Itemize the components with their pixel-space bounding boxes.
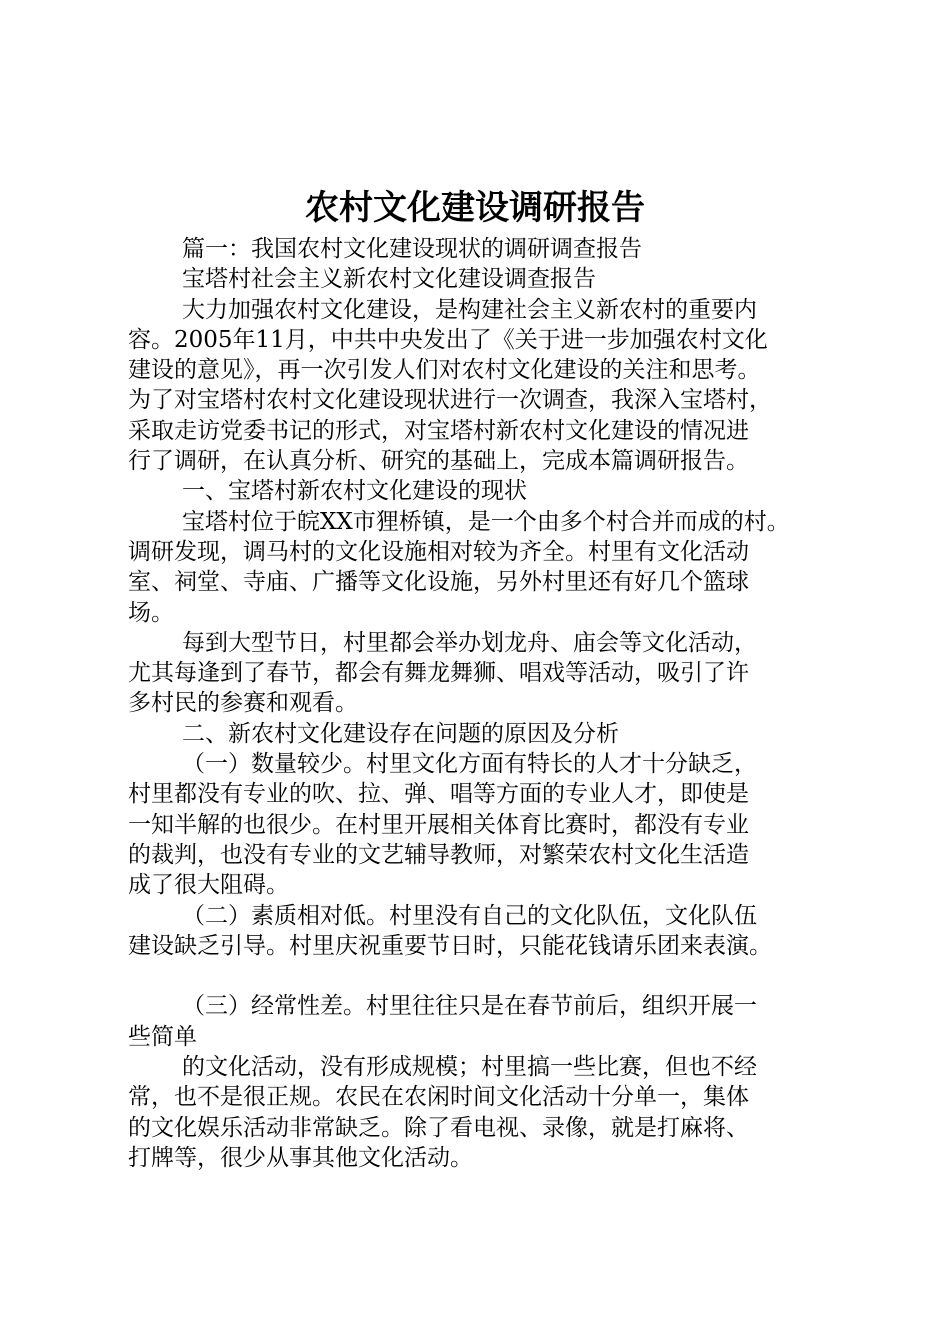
text-line: 行了调研，在认真分析、研究的基础上，完成本篇调研报告。 <box>128 448 749 475</box>
text-line: 的裁判，也没有专业的文艺辅导教师，对繁荣农村文化生活造 <box>128 841 749 868</box>
text-line: 调研发现，调马村的文化设施相对较为齐全。村里有文化活动 <box>128 538 749 565</box>
text-line: 采取走访党委书记的形式，对宝塔村新农村文化建设的情况进 <box>128 417 749 444</box>
text-line: 室、祠堂、寺庙、广播等文化设施，另外村里还有好几个篮球 <box>128 569 749 596</box>
text-line <box>128 961 848 991</box>
text-line: 场。 <box>128 599 174 626</box>
text-line: 建设的意见》，再一次引发人们对农村文化建设的关注和思考。 <box>128 357 761 384</box>
text-line: 的文化娱乐活动非常缺乏。除了看电视、录像，就是打麻将、 <box>128 1114 749 1141</box>
text-line: 多村民的参赛和观看。 <box>128 690 358 717</box>
text-line: 篇一：我国农村文化建设现状的调研调查报告 <box>182 236 642 262</box>
text-line: （二）素质相对低。村里没有自己的文化队伍，文化队伍 <box>182 902 757 929</box>
text-line: 宝塔村社会主义新农村文化建设调查报告 <box>182 266 596 293</box>
text-line: 些简单 <box>128 1023 197 1050</box>
text-line: 常，也不是很正规。农民在农闲时间文化活动十分单一，集体 <box>128 1084 749 1111</box>
text-line: 一、宝塔村新农村文化建设的现状 <box>182 478 527 505</box>
text-line: 打牌等，很少从事其他文化活动。 <box>128 1144 473 1171</box>
text-line: 每到大型节日，村里都会举办划龙舟、庙会等文化活动， <box>182 629 757 656</box>
text-line: 村里都没有专业的吹、拉、弹、唱等方面的专业人才，即使是 <box>128 781 749 808</box>
text-line: 二、新农村文化建设存在问题的原因及分析 <box>182 720 619 747</box>
text-line: （一）数量较少。村里文化方面有特长的人才十分缺乏， <box>182 751 757 778</box>
text-line: 大力加强农村文化建设，是构建社会主义新农村的重要内 <box>182 296 757 323</box>
text-line: 尤其每逢到了春节，都会有舞龙舞狮、唱戏等活动，吸引了许 <box>128 660 749 687</box>
document-body <box>128 234 848 1173</box>
text-line: （三）经常性差。村里往往只是在春节前后，组织开展一 <box>182 993 757 1020</box>
text-line: 成了很大阻碍。 <box>128 872 289 899</box>
text-line: 建设缺乏引导。村里庆祝重要节日时，只能花钱请乐团来表演。 <box>128 932 772 959</box>
text-line: 容。2005年11月，中共中央发出了《关于进一步加强农村文化 <box>128 326 768 353</box>
text-line: 一知半解的也很少。在村里开展相关体育比赛时，都没有专业 <box>128 811 749 838</box>
text-line: 宝塔村位于皖XX市狸桥镇，是一个由多个村合并而成的村。 <box>182 508 790 535</box>
text-line: 的文化活动，没有形成规模；村里搞一些比赛，但也不经 <box>182 1054 757 1081</box>
text-line: 为了对宝塔村农村文化建设现状进行一次调查，我深入宝塔村， <box>128 387 772 414</box>
document-title: 农村文化建设调研报告 <box>305 188 645 228</box>
